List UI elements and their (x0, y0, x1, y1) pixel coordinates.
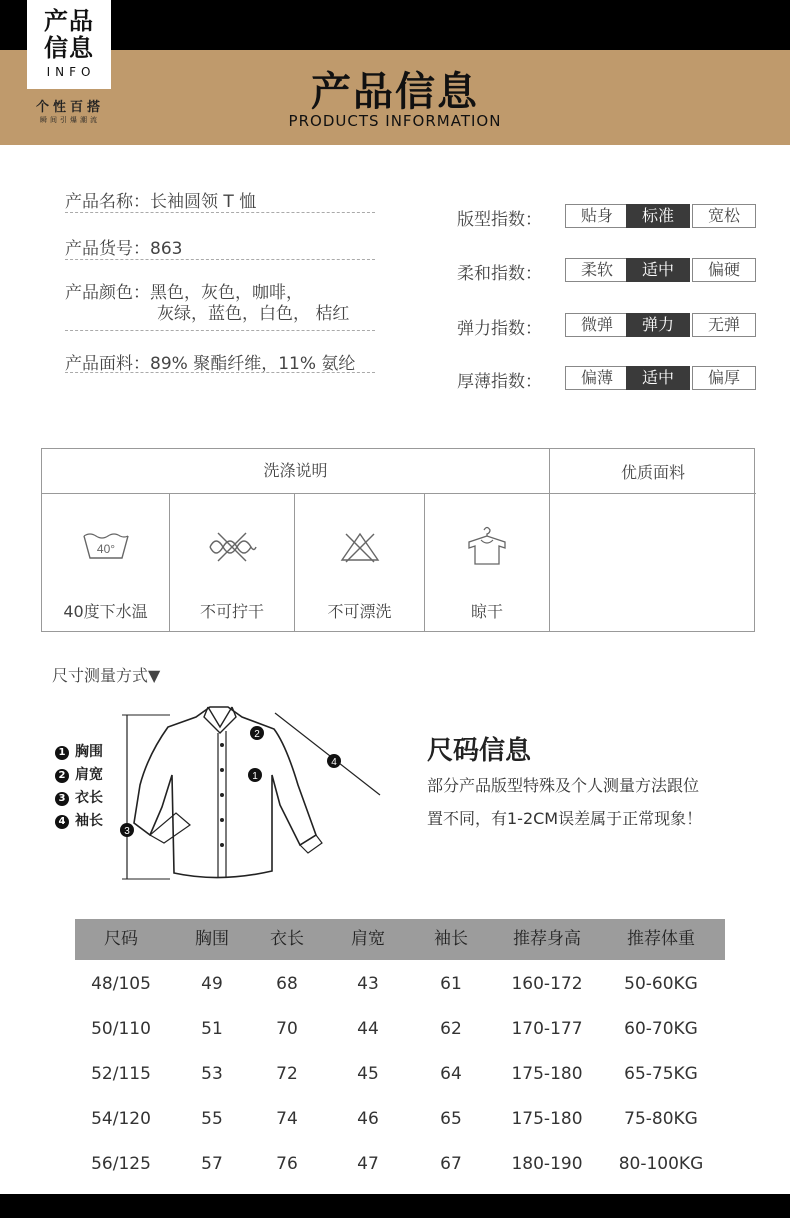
table-cell: 53 (201, 1064, 223, 1084)
table-cell: 51 (201, 1019, 223, 1039)
table-cell: 43 (357, 974, 379, 994)
col-size: 尺码 (104, 929, 138, 949)
table-cell: 50-60KG (624, 974, 698, 994)
divider (65, 212, 375, 213)
table-cell: 65 (440, 1109, 462, 1129)
table-cell: 70 (276, 1019, 298, 1039)
table-cell: 75-80KG (624, 1109, 698, 1129)
chip-soft-0: 柔软 (565, 258, 629, 282)
chip-stretch-0: 微弹 (565, 313, 629, 337)
table-cell: 62 (440, 1019, 462, 1039)
no-wring-icon (206, 530, 258, 564)
svg-text:4: 4 (331, 757, 337, 768)
svg-text:40°: 40° (96, 542, 115, 556)
legend-sleeve: 4 袖长 (55, 810, 103, 830)
table-cell: 54/120 (91, 1109, 151, 1129)
product-fabric: 产品面料：89% 聚酯纤维，11% 氨纶 (65, 354, 356, 374)
wash-header: 洗涤说明 (263, 461, 328, 480)
care-table (41, 448, 755, 632)
page-subtitle: PRODUCTS INFORMATION (288, 112, 502, 130)
size-desc-2: 置不同，有1-2CM误差属于正常现象！ (427, 809, 703, 828)
legend-shoulder: 2 肩宽 (55, 764, 103, 784)
table-cell: 175-180 (511, 1109, 583, 1129)
divider (65, 330, 375, 331)
table-cell: 160-172 (511, 974, 583, 994)
table-cell: 48/105 (91, 974, 151, 994)
care-label-no-bleach: 不可漂洗 (327, 602, 392, 621)
care-label-hang-dry: 晾干 (470, 602, 503, 621)
chip-thick-2: 偏厚 (692, 366, 756, 390)
table-cell: 56/125 (91, 1154, 151, 1174)
chip-fit-1: 标准 (626, 204, 690, 228)
table-cell: 44 (357, 1019, 379, 1039)
chip-fit-2: 宽松 (692, 204, 756, 228)
page-title: 产品信息 (311, 69, 479, 115)
chip-thick-0: 偏薄 (565, 366, 629, 390)
index-label-fit: 版型指数： (457, 210, 542, 230)
slogan: 个性百搭 (35, 100, 104, 115)
table-cell: 180-190 (511, 1154, 583, 1174)
col-weight: 推荐体重 (627, 929, 695, 949)
table-cell: 80-100KG (618, 1154, 704, 1174)
table-cell: 52/115 (91, 1064, 151, 1084)
care-item-no-bleach (295, 494, 424, 632)
divider (65, 372, 375, 373)
table-cell: 57 (201, 1154, 223, 1174)
col-height: 推荐身高 (513, 929, 581, 949)
col-chest: 胸围 (195, 929, 229, 949)
hang-dry-icon (461, 524, 513, 566)
fabric-header: 优质面料 (620, 463, 685, 482)
table-cell: 72 (276, 1064, 298, 1084)
logo-line-2: 信息 (44, 34, 94, 62)
table-cell: 49 (201, 974, 223, 994)
table-cell: 170-177 (511, 1019, 583, 1039)
table-cell: 50/110 (91, 1019, 151, 1039)
table-cell: 55 (201, 1109, 223, 1129)
table-cell: 67 (440, 1154, 462, 1174)
col-shoulder: 肩宽 (351, 929, 385, 949)
svg-text:2: 2 (254, 729, 260, 740)
table-cell: 45 (357, 1064, 379, 1084)
index-label-softness: 柔和指数： (457, 264, 542, 284)
chip-stretch-1: 弹力 (626, 313, 690, 337)
measure-title: 尺寸测量方式▼ (52, 666, 161, 685)
shirt-diagram-icon (110, 695, 400, 885)
table-cell: 175-180 (511, 1064, 583, 1084)
no-bleach-icon (334, 530, 386, 564)
chip-soft-2: 偏硬 (692, 258, 756, 282)
chip-fit-0: 贴身 (565, 204, 629, 228)
care-label-wash: 40度下水温 (63, 602, 148, 621)
logo-info: INFO (46, 65, 96, 79)
col-sleeve: 袖长 (434, 929, 468, 949)
wash-40-icon (80, 530, 132, 564)
slogan-sub: 瞬间引爆潮流 (40, 116, 100, 124)
table-cell: 64 (440, 1064, 462, 1084)
size-info-title: 尺码信息 (427, 736, 532, 766)
product-name: 产品名称：长袖圆领 T 恤 (65, 192, 257, 212)
svg-text:1: 1 (252, 771, 258, 782)
care-label-no-wring: 不可拧干 (199, 602, 264, 621)
svg-text:3: 3 (124, 826, 130, 837)
chip-thick-1: 适中 (626, 366, 690, 390)
table-cell: 61 (440, 974, 462, 994)
table-cell: 47 (357, 1154, 379, 1174)
divider (65, 259, 375, 260)
col-length: 衣长 (270, 929, 304, 949)
table-cell: 74 (276, 1109, 298, 1129)
index-label-stretch: 弹力指数： (457, 319, 542, 339)
header-top-bar (0, 0, 790, 50)
table-cell: 65-75KG (624, 1064, 698, 1084)
product-code: 产品货号：863 (65, 239, 183, 259)
logo-line-1: 产品 (44, 7, 94, 35)
care-item-hang-dry (425, 494, 549, 632)
chip-stretch-2: 无弹 (692, 313, 756, 337)
table-cell: 76 (276, 1154, 298, 1174)
legend-length: 3 衣长 (55, 787, 103, 807)
care-item-no-wring (170, 494, 294, 632)
chip-soft-1: 适中 (626, 258, 690, 282)
table-cell: 68 (276, 974, 298, 994)
product-colors-2: 灰绿，蓝色，白色， 桔红 (157, 304, 350, 324)
index-label-thickness: 厚薄指数： (457, 372, 542, 392)
care-item-wash (42, 494, 169, 632)
size-desc-1: 部分产品版型特殊及个人测量方法跟位 (427, 776, 700, 795)
product-colors: 产品颜色：黑色，灰色，咖啡， (65, 283, 303, 303)
legend-chest: 1 胸围 (55, 741, 103, 761)
footer-bar (0, 1194, 790, 1218)
table-cell: 46 (357, 1109, 379, 1129)
table-cell: 60-70KG (624, 1019, 698, 1039)
